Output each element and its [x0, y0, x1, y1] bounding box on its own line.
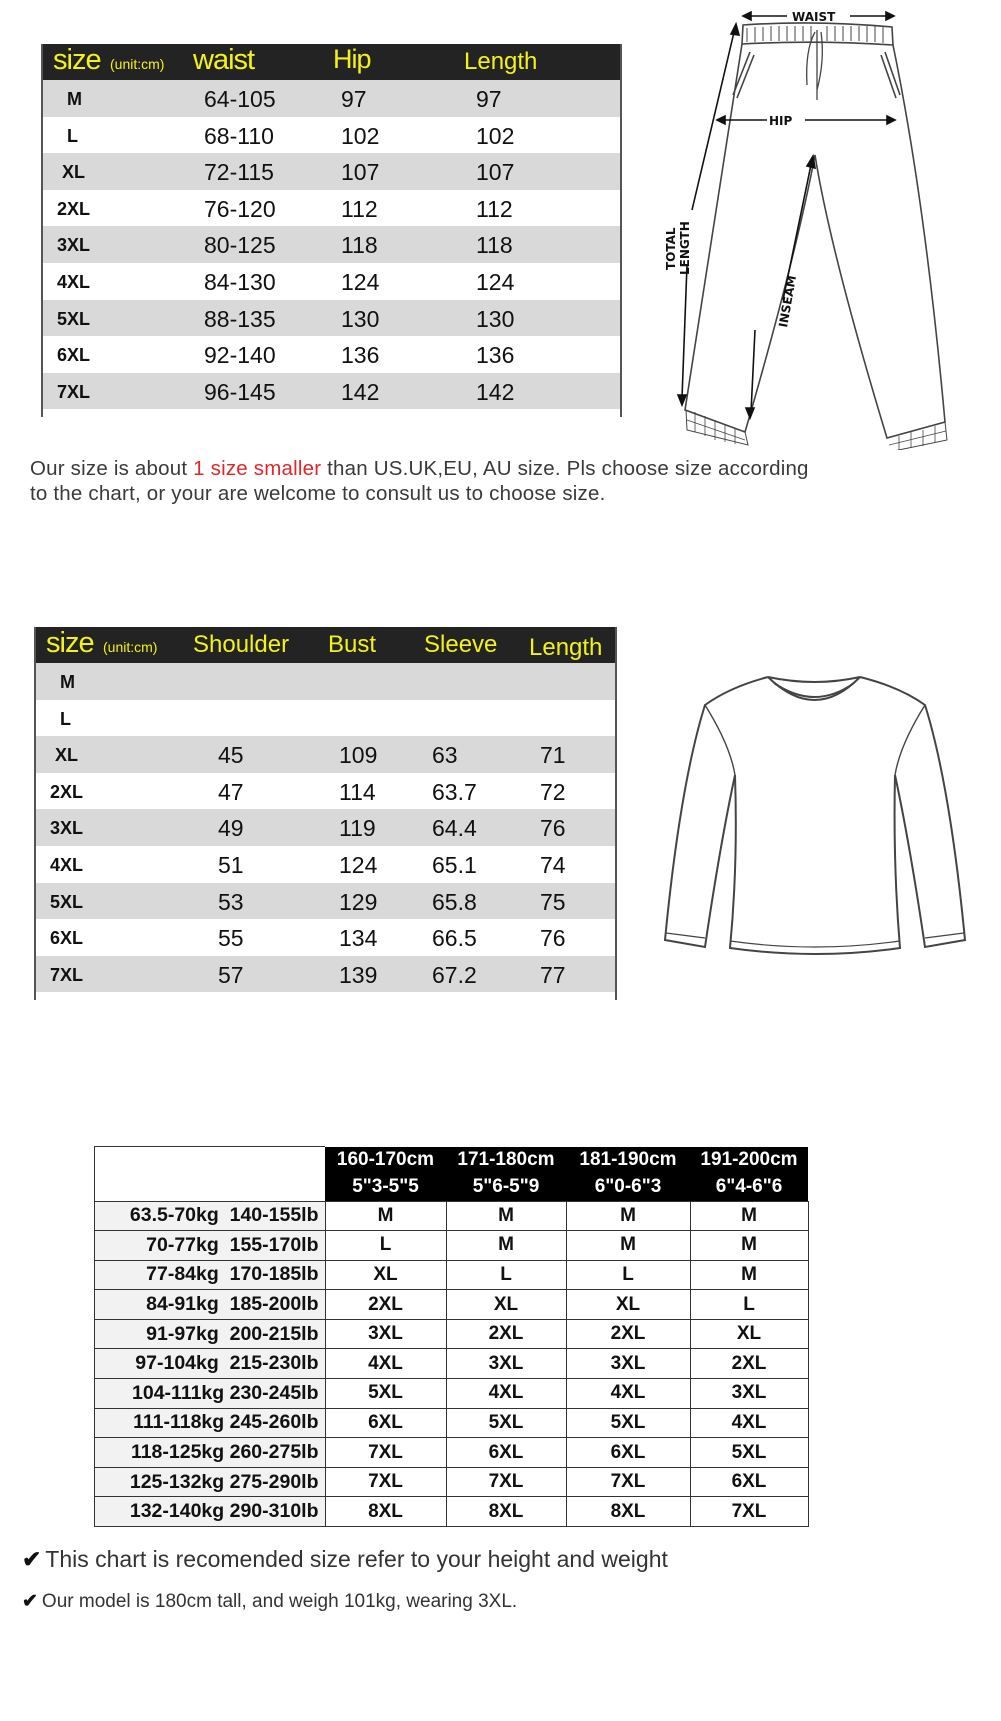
height-cm-3: 181-190cm — [566, 1147, 690, 1174]
pants-size-table — [41, 44, 622, 417]
size-cell: XL — [55, 745, 79, 766]
header-hip: Hip — [333, 44, 371, 74]
table-row — [95, 1349, 809, 1379]
size-cell: 8XL — [325, 1497, 446, 1527]
size-cell: 4XL — [566, 1379, 690, 1409]
size-cell: 4XL — [50, 854, 84, 875]
table-row — [43, 226, 620, 263]
check-icon: ✔ — [22, 1546, 42, 1572]
size-cell: 7XL — [325, 1467, 446, 1497]
length-cell: 118 — [476, 232, 513, 259]
table-row — [43, 80, 620, 117]
sleeve-cell: 63.7 — [432, 778, 477, 805]
height-ft-4: 6"4-6"6 — [690, 1174, 808, 1202]
size-cell: L — [446, 1260, 566, 1290]
header-size: size — [46, 627, 94, 659]
size-cell: 2XL — [57, 198, 91, 219]
blank-corner — [95, 1147, 326, 1202]
table-row — [43, 153, 620, 190]
table-row — [36, 663, 615, 700]
size-cell: 2XL — [325, 1290, 446, 1320]
pants-diagram-icon — [655, 0, 955, 450]
size-cell: M — [566, 1231, 690, 1261]
total-label: TOTAL — [664, 227, 678, 270]
size-cell: 4XL — [690, 1408, 808, 1438]
size-cell: 5XL — [325, 1379, 446, 1409]
weight-cell: 118-125kg 260-275lb — [95, 1438, 326, 1468]
size-note — [30, 456, 809, 506]
size-cell: 2XL — [566, 1319, 690, 1349]
table-row — [43, 336, 620, 373]
length-label: LENGTH — [678, 221, 692, 275]
size-note-text-2: than US.UK,EU, AU size. Pls choose size according — [321, 457, 809, 480]
size-cell: 2XL — [446, 1319, 566, 1349]
size-cell: 7XL — [50, 964, 84, 985]
length-cell: 72 — [540, 778, 566, 805]
height-weight-recommendation-table — [94, 1146, 809, 1527]
size-cell: 8XL — [446, 1497, 566, 1527]
size-cell: M — [67, 89, 82, 109]
size-cell: 3XL — [57, 235, 91, 256]
table-row — [36, 956, 615, 993]
size-cell: L — [325, 1231, 446, 1261]
size-cell: 5XL — [446, 1408, 566, 1438]
shoulder-cell: 51 — [218, 851, 244, 878]
pants-table-header — [43, 44, 620, 80]
size-cell: XL — [446, 1290, 566, 1320]
table-row — [43, 263, 620, 300]
size-cell: M — [566, 1201, 690, 1231]
table-row — [36, 883, 615, 920]
bust-cell: 134 — [339, 925, 378, 952]
sleeve-cell: 66.5 — [432, 925, 477, 952]
bust-cell: 114 — [339, 778, 376, 805]
size-cell: 5XL — [690, 1438, 808, 1468]
hip-cell: 102 — [341, 122, 380, 149]
weight-cell: 111-118kg 245-260lb — [95, 1408, 326, 1438]
height-header-row-cm — [95, 1147, 809, 1174]
footnote-1 — [22, 1546, 668, 1573]
table-row — [43, 373, 620, 410]
hip-label: HIP — [769, 114, 793, 128]
size-cell: 3XL — [50, 818, 84, 839]
table-row — [36, 773, 615, 810]
size-cell: 7XL — [690, 1497, 808, 1527]
header-unit: (unit:cm) — [110, 56, 165, 72]
length-cell: 77 — [540, 961, 566, 988]
size-cell: M — [690, 1201, 808, 1231]
shoulder-cell: 57 — [218, 961, 244, 988]
size-cell: 7XL — [446, 1467, 566, 1497]
size-cell: 2XL — [50, 781, 84, 802]
length-cell: 130 — [476, 305, 515, 332]
size-cell: 6XL — [690, 1467, 808, 1497]
sleeve-cell: 63 — [432, 742, 458, 769]
hip-cell: 118 — [341, 232, 378, 259]
bust-cell: 129 — [339, 888, 378, 915]
shoulder-cell: 47 — [218, 778, 244, 805]
waist-cell: 80-125 — [204, 232, 276, 259]
size-cell: 5XL — [50, 891, 84, 912]
hip-cell: 112 — [341, 195, 378, 222]
length-cell: 107 — [476, 159, 515, 186]
hip-cell: 107 — [341, 159, 380, 186]
sleeve-cell: 65.1 — [432, 851, 477, 878]
table-row — [95, 1319, 809, 1349]
hip-cell: 124 — [341, 268, 380, 295]
size-note-line2: to the chart, or your are welcome to consult us to choose size. — [30, 482, 606, 505]
size-cell: XL — [566, 1290, 690, 1320]
waist-label: WAIST — [792, 10, 836, 24]
table-row — [95, 1467, 809, 1497]
size-cell: 3XL — [325, 1319, 446, 1349]
header-shoulder: Shoulder — [193, 631, 290, 658]
table-row — [43, 117, 620, 154]
table-row — [36, 736, 615, 773]
height-ft-1: 5"3-5"5 — [325, 1174, 446, 1202]
header-size: size — [53, 44, 101, 76]
length-cell: 76 — [540, 815, 566, 842]
bust-cell: 139 — [339, 961, 378, 988]
bust-cell: 119 — [339, 815, 376, 842]
size-cell: 7XL — [566, 1467, 690, 1497]
size-cell: M — [446, 1201, 566, 1231]
weight-cell: 84-91kg 185-200lb — [95, 1290, 326, 1320]
height-ft-2: 5"6-5"9 — [446, 1174, 566, 1202]
table-row — [95, 1231, 809, 1261]
bust-cell: 109 — [339, 742, 378, 769]
size-cell: 8XL — [566, 1497, 690, 1527]
length-cell: 97 — [476, 86, 502, 112]
table-row — [36, 919, 615, 956]
table-row — [43, 190, 620, 227]
size-cell: M — [446, 1231, 566, 1261]
weight-cell: 77-84kg 170-185lb — [95, 1260, 326, 1290]
size-cell: L — [566, 1260, 690, 1290]
size-cell: L — [67, 125, 78, 146]
table-row — [95, 1201, 809, 1231]
size-cell: 7XL — [57, 381, 91, 402]
header-waist: waist — [193, 44, 255, 76]
inseam-label: INSEAM — [776, 274, 800, 329]
size-note-text: Our size is about — [30, 457, 194, 480]
shirt-table-header — [36, 627, 615, 663]
size-cell: 5XL — [566, 1408, 690, 1438]
shoulder-cell: 45 — [218, 742, 244, 769]
footnote-2 — [22, 1590, 517, 1613]
size-cell: 3XL — [566, 1349, 690, 1379]
waist-cell: 64-105 — [204, 86, 276, 112]
size-cell: 4XL — [57, 271, 91, 292]
height-cm-4: 191-200cm — [690, 1147, 808, 1174]
weight-cell: 63.5-70kg 140-155lb — [95, 1201, 326, 1231]
table-row — [95, 1438, 809, 1468]
waist-cell: 68-110 — [204, 122, 274, 149]
size-cell: M — [325, 1201, 446, 1231]
header-length: Length — [464, 48, 538, 75]
size-cell: 6XL — [446, 1438, 566, 1468]
weight-cell: 104-111kg 230-245lb — [95, 1379, 326, 1409]
size-cell: XL — [690, 1319, 808, 1349]
table-row — [95, 1379, 809, 1409]
table-row — [95, 1260, 809, 1290]
height-ft-3: 6"0-6"3 — [566, 1174, 690, 1202]
bust-cell: 124 — [339, 851, 378, 878]
table-row — [95, 1497, 809, 1527]
hip-cell: 130 — [341, 305, 380, 332]
footnote-1-text: This chart is recomended size refer to your height and weight — [45, 1546, 668, 1572]
size-cell: XL — [62, 162, 86, 183]
length-cell: 76 — [540, 925, 566, 952]
table-row — [95, 1408, 809, 1438]
shoulder-cell: 49 — [218, 815, 244, 842]
height-cm-2: 171-180cm — [446, 1147, 566, 1174]
size-cell: 2XL — [690, 1349, 808, 1379]
length-cell: 71 — [540, 742, 566, 769]
hip-cell: 142 — [341, 378, 380, 405]
length-cell: 102 — [476, 122, 515, 149]
shoulder-cell: 53 — [218, 888, 244, 915]
size-cell: 6XL — [325, 1408, 446, 1438]
length-cell: 124 — [476, 268, 515, 295]
waist-cell: 96-145 — [204, 378, 276, 405]
waist-cell: 76-120 — [204, 195, 276, 222]
weight-cell: 97-104kg 215-230lb — [95, 1349, 326, 1379]
size-cell: 7XL — [325, 1438, 446, 1468]
shirt-diagram-icon — [650, 665, 990, 975]
size-cell: XL — [325, 1260, 446, 1290]
shirt-size-table — [34, 627, 617, 1000]
footnote-2-text: Our model is 180cm tall, and weigh 101kg, wearing 3XL. — [41, 1591, 518, 1612]
waist-cell: 84-130 — [204, 268, 276, 295]
length-cell: 142 — [476, 378, 515, 405]
size-cell: 3XL — [690, 1379, 808, 1409]
size-cell: 6XL — [50, 928, 84, 949]
weight-cell: 125-132kg 275-290lb — [95, 1467, 326, 1497]
size-cell: 4XL — [446, 1379, 566, 1409]
header-bust: Bust — [328, 631, 377, 658]
sleeve-cell: 65.8 — [432, 888, 477, 915]
header-sleeve: Sleeve — [424, 631, 498, 658]
table-row — [43, 300, 620, 337]
length-cell: 112 — [476, 195, 513, 222]
table-row — [36, 846, 615, 883]
size-cell: 3XL — [446, 1349, 566, 1379]
table-row — [36, 809, 615, 846]
size-cell: 6XL — [566, 1438, 690, 1468]
size-cell: L — [60, 708, 71, 729]
size-cell: M — [60, 672, 75, 692]
size-cell: 6XL — [57, 345, 91, 366]
length-cell: 74 — [540, 851, 566, 878]
waist-cell: 88-135 — [204, 305, 276, 332]
size-cell: M — [690, 1231, 808, 1261]
hip-cell: 97 — [341, 86, 367, 112]
weight-cell: 91-97kg 200-215lb — [95, 1319, 326, 1349]
header-unit: (unit:cm) — [103, 639, 158, 655]
size-cell: M — [690, 1260, 808, 1290]
table-row — [36, 700, 615, 737]
check-icon: ✔ — [22, 1591, 38, 1612]
weight-cell: 70-77kg 155-170lb — [95, 1231, 326, 1261]
weight-cell: 132-140kg 290-310lb — [95, 1497, 326, 1527]
size-cell: 5XL — [57, 308, 91, 329]
sleeve-cell: 67.2 — [432, 961, 477, 988]
shoulder-cell: 55 — [218, 925, 244, 952]
length-cell: 75 — [540, 888, 566, 915]
waist-cell: 72-115 — [204, 159, 274, 186]
table-row — [95, 1290, 809, 1320]
header-length: Length — [529, 634, 603, 661]
size-cell: 4XL — [325, 1349, 446, 1379]
sleeve-cell: 64.4 — [432, 815, 477, 842]
waist-cell: 92-140 — [204, 342, 276, 369]
size-cell: L — [690, 1290, 808, 1320]
height-cm-1: 160-170cm — [325, 1147, 446, 1174]
hip-cell: 136 — [341, 342, 380, 369]
size-note-highlight: 1 size smaller — [193, 457, 322, 480]
length-cell: 136 — [476, 342, 515, 369]
